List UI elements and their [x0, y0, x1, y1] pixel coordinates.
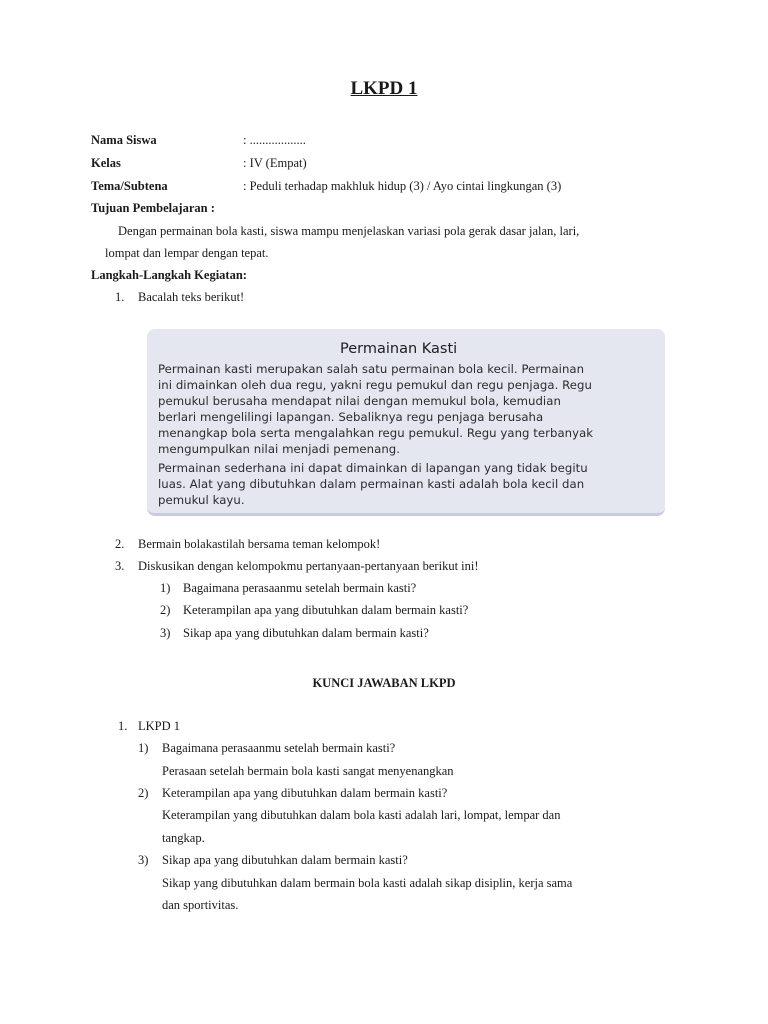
reading-box-title: Permainan Kasti	[340, 341, 458, 357]
reading-box-line: mengumpulkan nilai menjadi pemenang.	[158, 442, 401, 456]
answer-number: 1)	[138, 741, 149, 755]
nama-siswa-value: : ..................	[243, 133, 306, 147]
reading-box-line: Permainan kasti merupakan salah satu permainan bola kecil. Permainan	[158, 362, 585, 376]
answer-text: Sikap yang dibutuhkan dalam bermain bola kasti adalah sikap disiplin, kerja sama	[162, 876, 573, 890]
answer-text: Perasaan setelah bermain bola kasti sangat menyenangkan	[162, 764, 454, 778]
langkah-label: Langkah-Langkah Kegiatan:	[91, 268, 247, 282]
tujuan-text-line: Dengan permainan bola kasti, siswa mampu menjelaskan variasi pola gerak dasar jalan, lari,	[118, 224, 580, 238]
question-text: Sikap apa yang dibutuhkan dalam bermain kasti?	[183, 626, 429, 640]
reading-box-line: Permainan sederhana ini dapat dimainkan di lapangan yang tidak begitu	[158, 461, 588, 475]
step-text: Diskusikan dengan kelompokmu pertanyaan-pertanyaan berikut ini!	[138, 559, 479, 573]
question-text: Keterampilan apa yang dibutuhkan dalam bermain kasti?	[183, 603, 469, 617]
question-number: 3)	[160, 626, 171, 640]
answer-item-number: 1.	[118, 719, 128, 733]
page-title: LKPD 1	[350, 78, 418, 99]
answer-question: Keterampilan apa yang dibutuhkan dalam bermain kasti?	[162, 786, 448, 800]
reading-box-line: ini dimainkan oleh dua regu, yakni regu pemukul dan regu penjaga. Regu	[158, 378, 592, 392]
nama-siswa-label: Nama Siswa	[91, 133, 157, 147]
reading-box-line: menangkap bola serta mengalahkan regu pemukul. Regu yang terbanyak	[158, 426, 594, 440]
question-number: 2)	[160, 603, 171, 617]
answer-text: tangkap.	[162, 831, 205, 845]
tema-value: : Peduli terhadap makhluk hidup (3) / Ayo cintai lingkungan (3)	[243, 179, 562, 193]
answer-text: dan sportivitas.	[162, 898, 239, 912]
step-number: 2.	[115, 537, 125, 551]
reading-box-line: pemukul kayu.	[158, 493, 245, 507]
question-number: 1)	[160, 581, 171, 595]
reading-box-line: pemukul berusaha mendapat nilai dengan memukul bola, kemudian	[158, 394, 561, 408]
reading-box	[147, 329, 665, 516]
answer-question: Bagaimana perasaanmu setelah bermain kasti?	[162, 741, 396, 755]
answer-number: 3)	[138, 853, 149, 867]
tema-label: Tema/Subtena	[91, 179, 168, 193]
tujuan-text-line: lompat dan lempar dengan tepat.	[105, 246, 269, 260]
step-text: Bermain bolakastilah bersama teman kelompok!	[138, 537, 381, 551]
step-number: 1.	[115, 290, 125, 304]
answer-item-label: LKPD 1	[138, 719, 181, 733]
answer-key-title: KUNCI JAWABAN LKPD	[312, 676, 456, 690]
answer-text: Keterampilan yang dibutuhkan dalam bola kasti adalah lari, lompat, lempar dan	[162, 808, 561, 822]
kelas-value: : IV (Empat)	[243, 156, 307, 170]
step-number: 3.	[115, 559, 125, 573]
tujuan-label: Tujuan Pembelajaran :	[91, 201, 215, 215]
kelas-label: Kelas	[91, 156, 121, 170]
answer-question: Sikap apa yang dibutuhkan dalam bermain kasti?	[162, 853, 408, 867]
question-text: Bagaimana perasaanmu setelah bermain kasti?	[183, 581, 417, 595]
reading-box-line: berlari mengelilingi lapangan. Sebaliknya regu penjaga berusaha	[158, 410, 544, 424]
reading-box-line: luas. Alat yang dibutuhkan dalam permainan kasti adalah bola kecil dan	[158, 477, 585, 491]
step-text: Bacalah teks berikut!	[138, 290, 245, 304]
answer-number: 2)	[138, 786, 149, 800]
